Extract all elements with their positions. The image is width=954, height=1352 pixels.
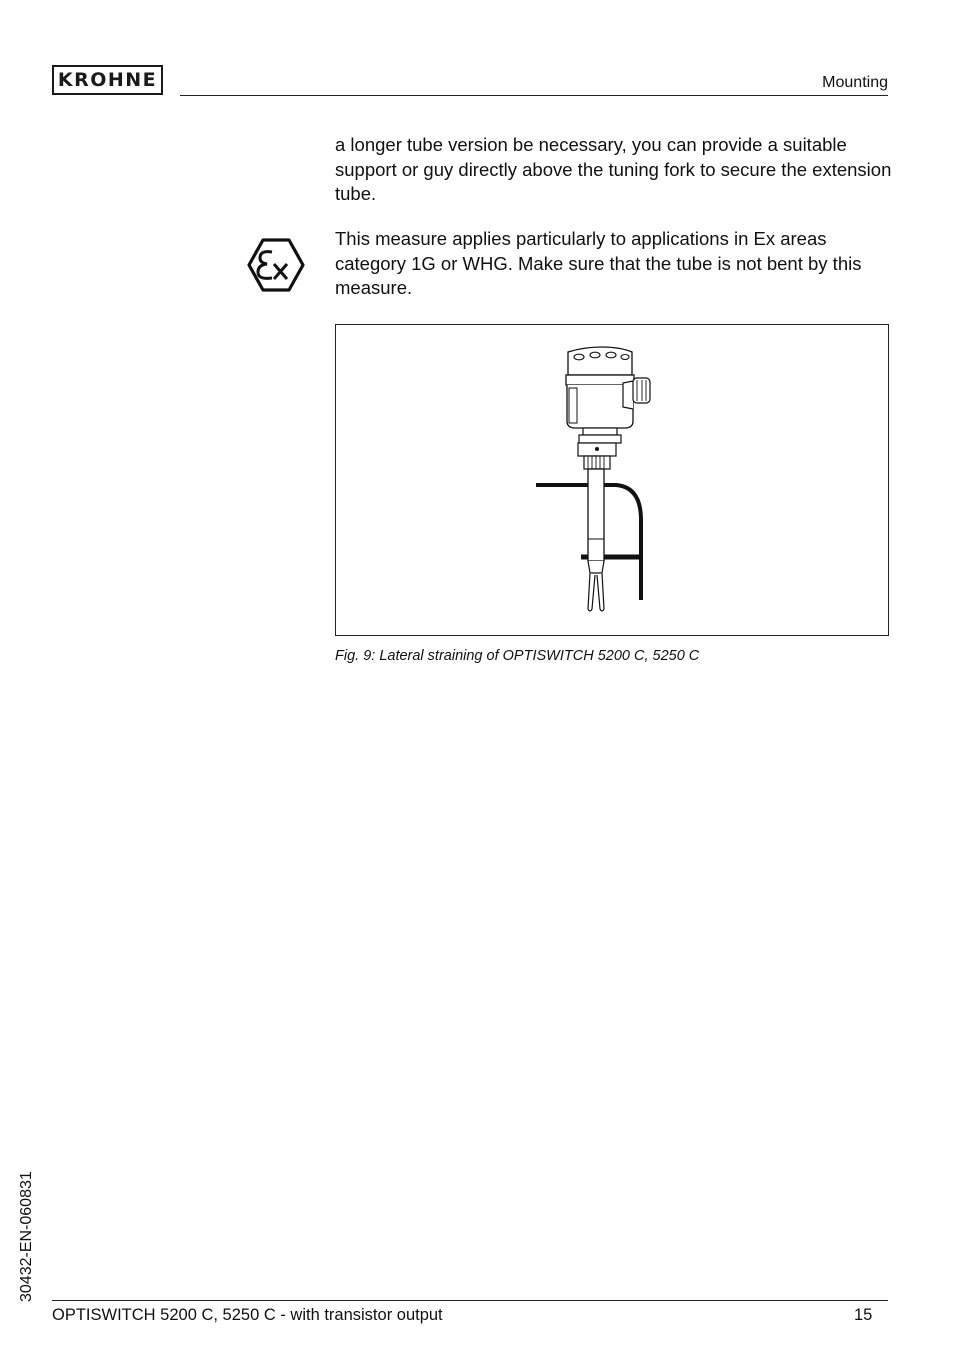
footer-rule xyxy=(52,1300,888,1301)
footer-product-text: OPTISWITCH 5200 C, 5250 C - with transistor output xyxy=(52,1306,443,1324)
ex-hexagon-icon xyxy=(247,237,305,293)
figure-caption: Fig. 9: Lateral straining of OPTISWITCH 5200 C, 5250 C xyxy=(335,648,700,664)
figure-frame xyxy=(335,324,889,636)
header-rule xyxy=(180,95,888,96)
section-title: Mounting xyxy=(822,74,888,91)
sensor-mounting-illustration xyxy=(336,325,890,637)
krohne-logo: KROHNE xyxy=(52,65,163,95)
body-paragraph-2: This measure applies particularly to applications in Ex areas category 1G or WHG. Make sure that the tube is not bent by this measure. xyxy=(335,228,862,298)
page-number: 15 xyxy=(854,1306,873,1324)
document-id: 30432-EN-060831 xyxy=(18,1171,35,1302)
body-paragraph-1: a longer tube version be necessary, you can provide a suitable support or guy directly above the tuning fork to secure the extension tube. xyxy=(335,134,892,204)
